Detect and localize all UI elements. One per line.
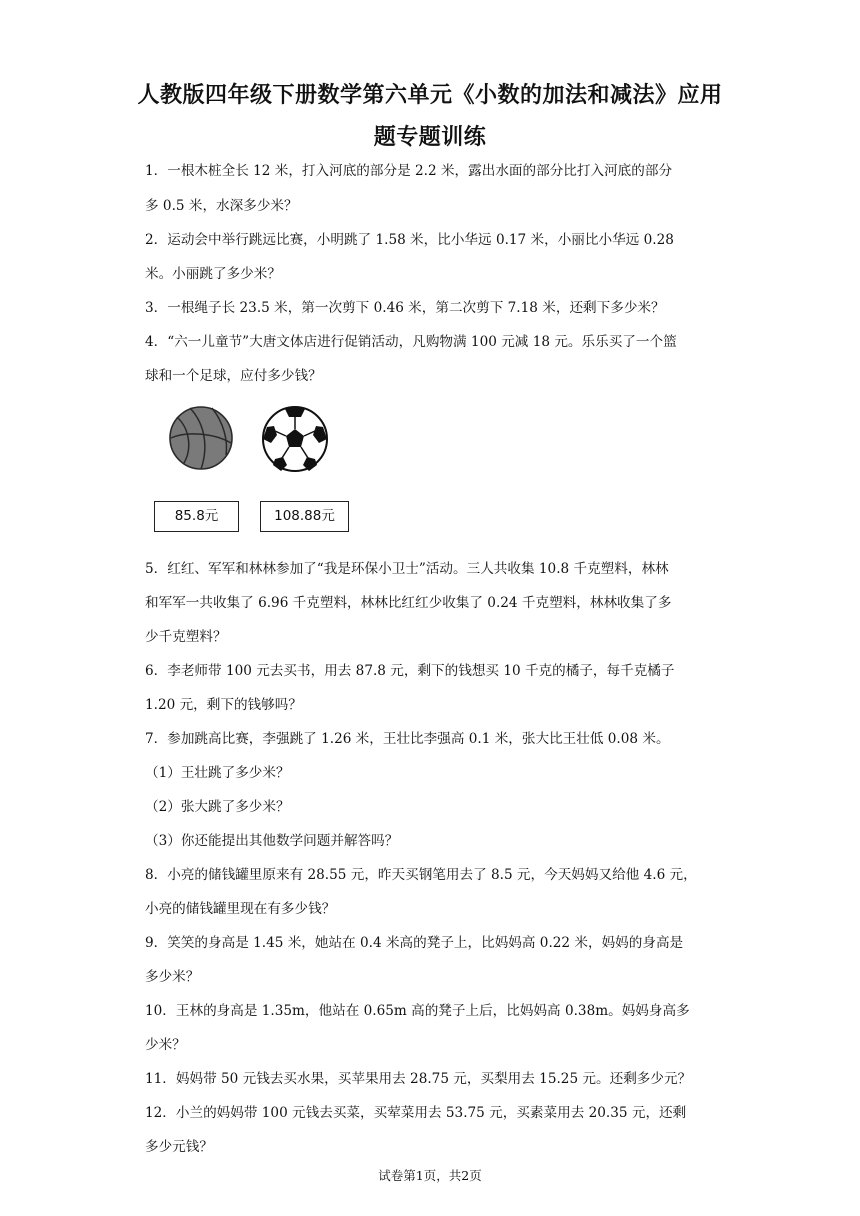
question-9-line-2: 多少米？ bbox=[145, 969, 200, 985]
question-12-line-1: 12．小兰的妈妈带 100 元钱去买菜，买荤菜用去 53.75 元，买素菜用去 20.35 元，还剩 bbox=[145, 1105, 687, 1121]
basketball-icon bbox=[168, 405, 234, 471]
question-12-line-2: 多少元钱？ bbox=[145, 1139, 213, 1155]
question-5-line-2: 和军军一共收集了 6.96 千克塑料，林林比红红少收集了 0.24 千克塑料，林林收集了多 bbox=[145, 595, 672, 611]
question-10-line-1: 10．王林的身高是 1.35m，他站在 0.65m 高的凳子上后，比妈妈高 0.38m。妈妈身高多 bbox=[145, 1003, 690, 1019]
question-1-line-2: 多 0.5 米，水深多少米？ bbox=[145, 198, 298, 214]
soccer-ball-price-label: 108.88元 bbox=[260, 501, 349, 532]
question-7-part-2: （2）张大跳了多少米？ bbox=[145, 799, 290, 815]
question-11: 11．妈妈带 50 元钱去买水果，买苹果用去 28.75 元，买梨用去 15.25 元。还剩多少元？ bbox=[145, 1071, 692, 1087]
question-4-line-1: 4．“六一儿童节”大唐文体店进行促销活动，凡购物满 100 元减 18 元。乐乐买了一个篮 bbox=[145, 334, 677, 350]
question-6-line-2: 1.20 元，剩下的钱够吗？ bbox=[145, 697, 302, 713]
question-7-part-3: （3）你还能提出其他数学问题并解答吗？ bbox=[145, 833, 399, 849]
question-2-line-2: 米。小丽跳了多少米？ bbox=[145, 266, 281, 282]
question-5-line-1: 5．红红、军军和林林参加了“我是环保小卫士”活动。三人共收集 10.8 千克塑料，林林 bbox=[145, 561, 669, 577]
question-1-line-1: 1．一根木桩全长 12 米，打入河底的部分是 2.2 米，露出水面的部分比打入河底的部分 bbox=[145, 163, 673, 179]
question-5-line-3: 少千克塑料？ bbox=[145, 629, 227, 645]
question-6-line-1: 6．李老师带 100 元去买书，用去 87.8 元，剩下的钱想买 10 千克的橘子，每千克橘子 bbox=[145, 663, 675, 679]
page-title-line-2: 题专题训练 bbox=[373, 125, 487, 150]
page-title-line-1: 人教版四年级下册数学第六单元《小数的加法和减法》应用 bbox=[137, 83, 723, 108]
question-10-line-2: 少米？ bbox=[145, 1037, 186, 1053]
question-8-line-2: 小亮的储钱罐里现在有多少钱？ bbox=[145, 901, 336, 917]
basketball-price-label: 85.8元 bbox=[154, 501, 239, 532]
question-3: 3．一根绳子长 23.5 米，第一次剪下 0.46 米，第二次剪下 7.18 米，还剩下多少米？ bbox=[145, 300, 665, 316]
question-7: 7．参加跳高比赛，李强跳了 1.26 米，王壮比李强高 0.1 米，张大比王壮低 0.08 米。 bbox=[145, 731, 670, 747]
question-9-line-1: 9．笑笑的身高是 1.45 米，她站在 0.4 米高的凳子上，比妈妈高 0.22 米，妈妈的身高是 bbox=[145, 935, 684, 951]
soccer-ball-icon bbox=[261, 405, 329, 473]
question-8-line-1: 8．小亮的储钱罐里原来有 28.55 元，昨天买钢笔用去了 8.5 元，今天妈妈又给他 4.6 元， bbox=[145, 867, 697, 883]
question-2-line-1: 2．运动会中举行跳远比赛，小明跳了 1.58 米，比小华远 0.17 米，小丽比小华远 0.28 bbox=[145, 232, 674, 248]
question-4-line-2: 球和一个足球，应付多少钱？ bbox=[145, 368, 322, 384]
page-footer: 试卷第1页，共2页 bbox=[378, 1168, 482, 1183]
question-7-part-1: （1）王壮跳了多少米？ bbox=[145, 765, 290, 781]
